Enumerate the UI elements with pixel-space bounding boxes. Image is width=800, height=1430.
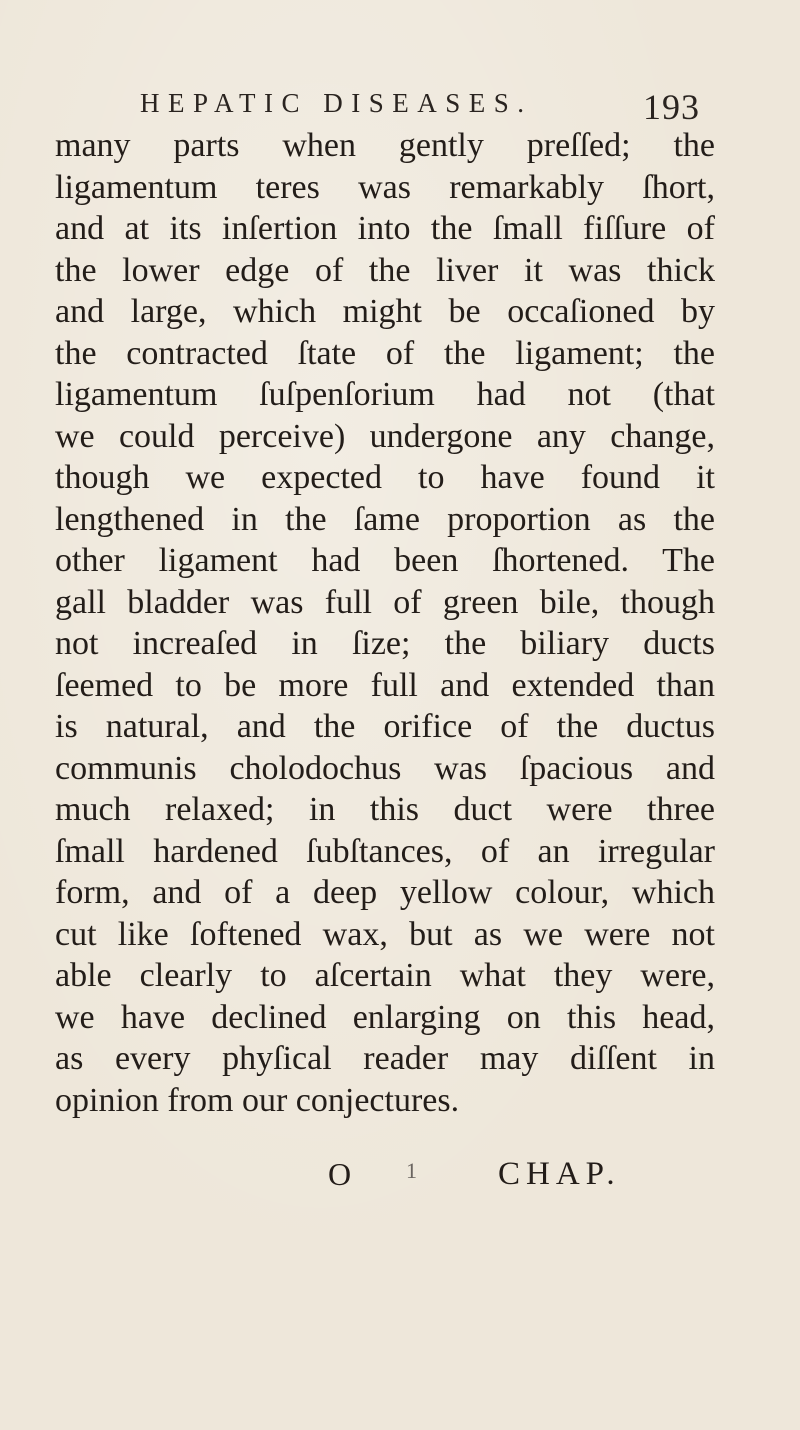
text-line: is natural, and the orifice of the ductus [55, 708, 715, 745]
text-line: much relaxed; in this duct were three [55, 791, 715, 828]
text-line: we could perceive) undergone any change, [55, 417, 715, 455]
text-line: other ligament had been ſhortened. The [55, 542, 715, 579]
running-head: HEPATIC DISEASES. [140, 88, 533, 118]
text-line: we have declined enlarging on this head, [55, 998, 715, 1036]
text-line: lengthened in the ſame proportion as the [55, 500, 715, 538]
text-line: gall bladder was full of green bile, though [55, 583, 715, 621]
text-line: as every phyſical reader may diſſent in [55, 1040, 715, 1077]
text-line: and at its inſertion into the ſmall fiſſure of [55, 210, 715, 247]
signature-mark: O [328, 1156, 352, 1192]
text-line: not increaſed in ſize; the biliary ducts [55, 625, 715, 662]
text-line: ſmall hardened ſubſtances, of an irregular [55, 832, 715, 870]
text-line: the lower edge of the liver it was thick [55, 251, 715, 289]
text-line: ligamentum teres was remarkably ſhort, [55, 168, 715, 206]
text-line: the contracted ſtate of the ligament; the [55, 334, 715, 372]
text-line: opinion from our conjectures. [55, 1081, 460, 1119]
page-footer [328, 1156, 728, 1201]
text-line: ligamentum ſuſpenſorium had not (that [55, 376, 715, 413]
text-line: and large, which might be occaſioned by [55, 293, 715, 330]
catchword: CHAP. [498, 1156, 621, 1192]
signature-number: 1 [406, 1158, 417, 1183]
body-text [55, 125, 715, 1121]
text-line: though we expected to have found it [55, 459, 715, 496]
text-line: form, and of a deep yellow colour, which [55, 874, 715, 911]
page-number: 193 [643, 87, 700, 127]
text-line: many parts when gently preſſed; the [55, 127, 715, 164]
text-line: ſeemed to be more full and extended than [55, 666, 715, 704]
text-line: able clearly to aſcertain what they were, [55, 957, 715, 994]
text-line: communis cholodochus was ſpacious and [55, 749, 715, 787]
text-line: cut like ſoftened wax, but as we were not [55, 915, 715, 953]
